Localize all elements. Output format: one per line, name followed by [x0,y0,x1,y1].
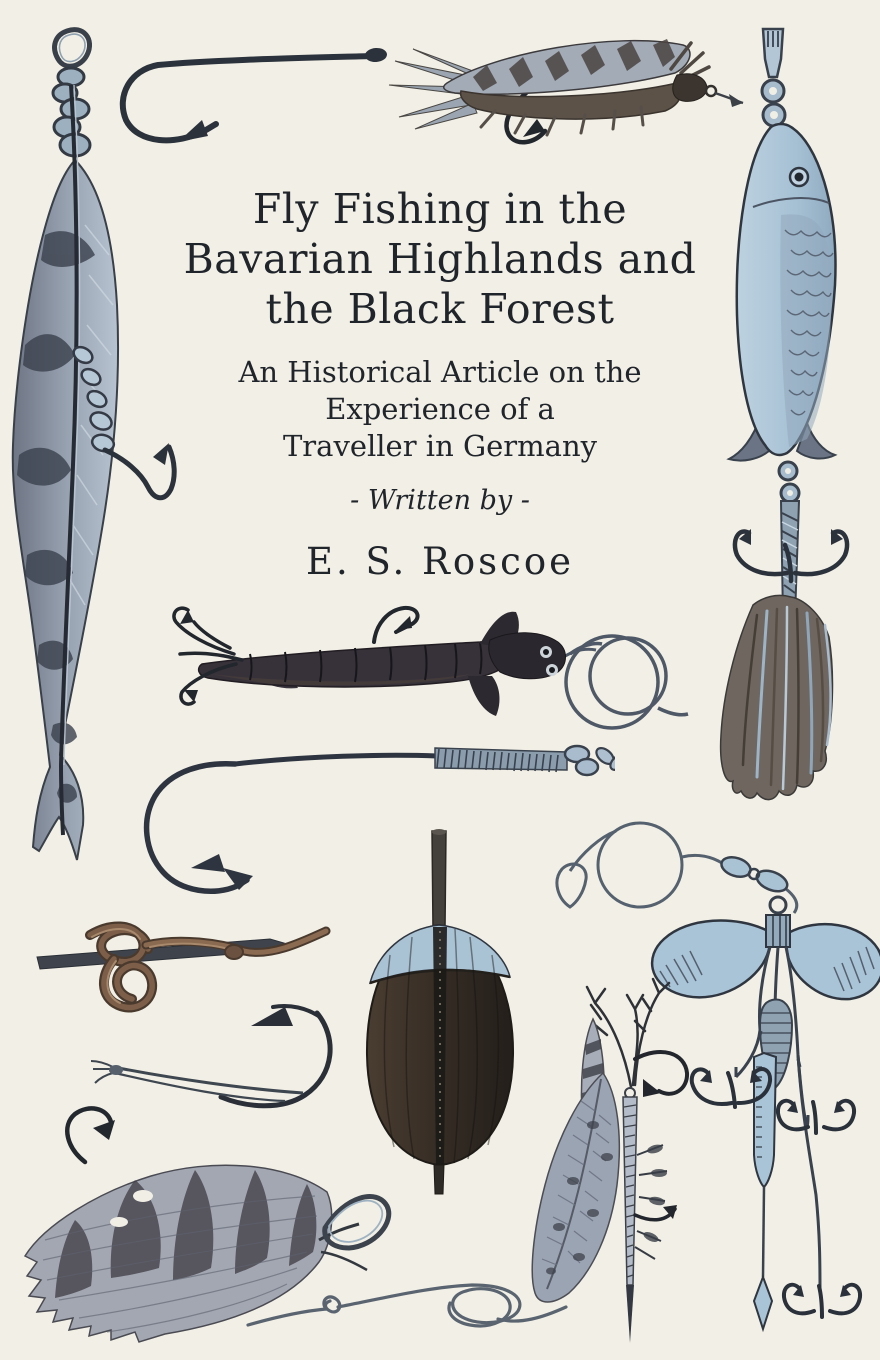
byline: - Written by - [350,485,530,516]
author-name: E. S. Roscoe [305,540,575,583]
bare-hook-illustration [110,40,390,170]
cover-text [0,184,880,583]
page-title [0,184,880,334]
devon-minnow-illustration [150,590,690,750]
title-line-2: Bavarian Highlands and [183,235,697,283]
subtitle [0,354,880,465]
subtitle-line-2: Experience of a [325,392,555,426]
subtitle-line-3: Traveller in Germany [282,429,598,463]
streamer-fly-illustration [385,25,745,175]
loop-knot-illustration [240,1265,575,1355]
subtitle-line-1: An Historical Article on the [238,355,642,389]
title-line-1: Fly Fishing in the [252,185,628,233]
title-line-3: the Black Forest [265,285,615,333]
